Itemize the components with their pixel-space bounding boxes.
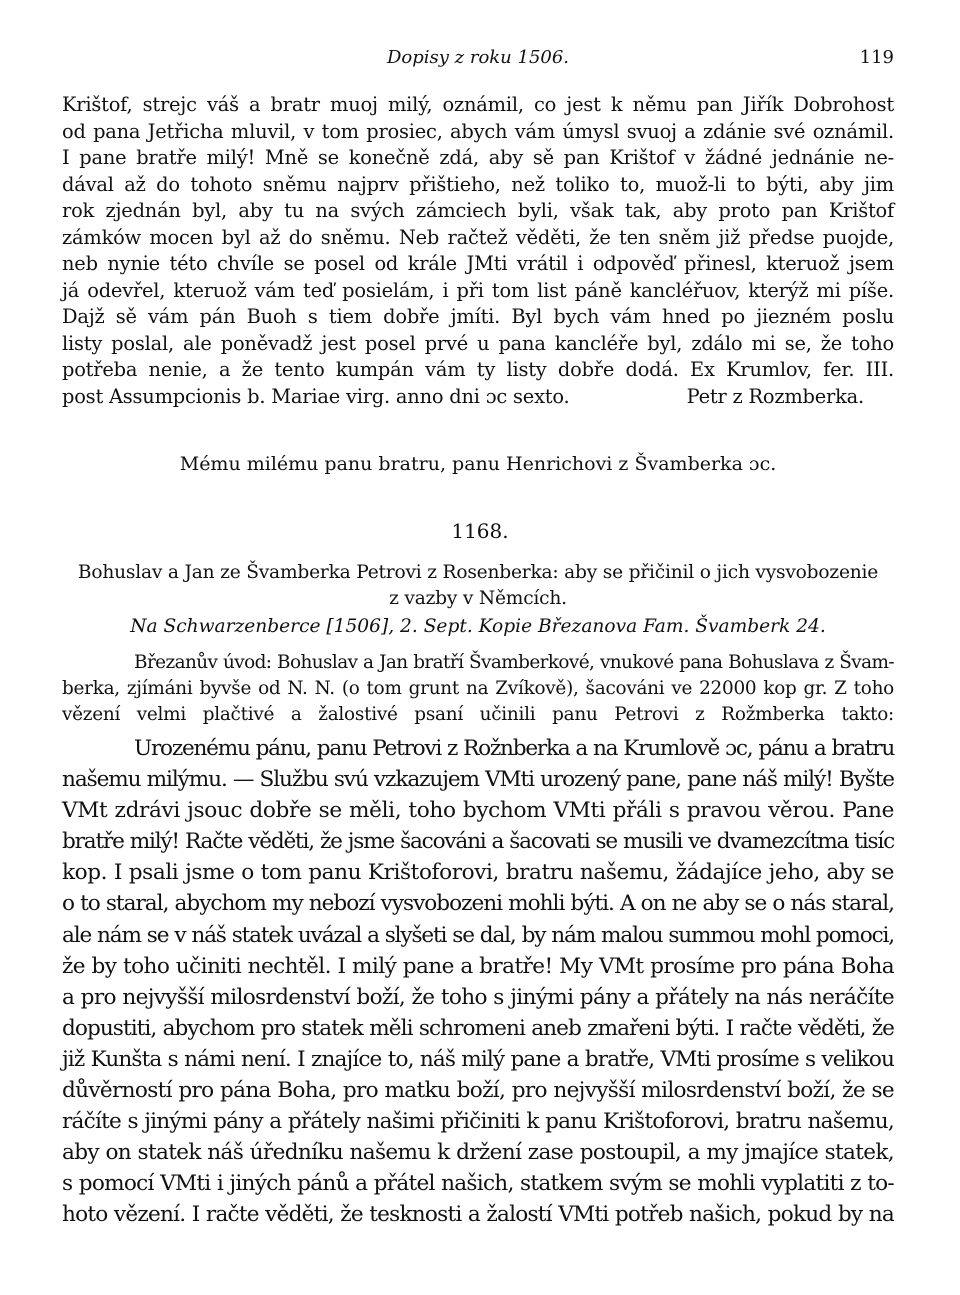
running-head: [62, 44, 894, 72]
letter-2-text: [62, 733, 894, 1231]
text-line: ráčíte s jinými pány a přátely našimi přičiniti k panu Krištoforovi, bratru našemu,: [62, 1109, 894, 1135]
text-line: neb nynie této chvíle se posel od krále JMti vrátil i odpověď přinesl, kteruož jsem: [62, 252, 894, 275]
closing-date: post Assumpcionis b. Mariae virg. anno dni ɔc sexto.: [62, 384, 570, 408]
signature: Petr z Rozmberka.: [686, 384, 864, 408]
text-line: od pana Jetřicha mluvil, v tom prosiec, abych vám úmysl svuoj a zdánie své oznámil.: [62, 119, 894, 143]
text-line: ale nám se v náš statek uvázal a slyšeti se dal, by nám malou summou mohl pomoci,: [62, 922, 894, 948]
text-line: vězení velmi plačtivé a žalostivé psaní učinili panu Petrovi z Rožmberka takto:: [62, 704, 894, 725]
heading-line: Bohuslav a Jan ze Švamberka Petrovi z Rosenberka: aby se přičinil o jich vysvobozenie: [77, 562, 879, 583]
text-line: a pro nejvyšší milosrdenství boží, že toho s jinými pány a přátely na nás neráčíte: [62, 984, 894, 1010]
editor-introduction: [62, 650, 894, 728]
text-line: hoto vězení. I račte věděti, že tesknosti a žalostí VMti potřeb našich, pokud by na: [62, 1202, 894, 1228]
text-line: s pomocí VMti i jiných pánů a přátel našich, statkem svým se mohli vyplatiti z to-: [62, 1171, 894, 1197]
text-line: Urozenému pánu, panu Petrovi z Rožnberka a na Krumlově ɔc, pánu a bratru: [134, 736, 894, 761]
text-line: dopustiti, abychom pro statek měli schromeni aneb zmařeni býti. I račte věděti, že: [62, 1015, 894, 1041]
text-line: berka, zjímáni byvše od N. N. (o tom grunt na Zvíkově), šacováni ve 22000 kop gr. Z toho: [62, 678, 894, 699]
text-line: bratře milý! Račte věděti, že jsme šacováni a šacovati se musili ve dvamezcítma tisíc: [62, 829, 894, 855]
text-line: zámków mocen byl až do sněmu. Neb račtež věděti, že ten sněm již předse puojde,: [62, 225, 894, 249]
letter-address: Mému milému panu bratru, panu Henrichovi z Švamberka ɔc.: [179, 453, 777, 475]
running-title: Dopisy z roku 1506.: [386, 47, 570, 68]
text-line: Krištof, strejc váš a bratr muoj milý, oznámil, co jest k němu pan Jiřík Dobrohost: [62, 93, 894, 116]
text-line: listy poslal, ale poněvadž jest posel prvé u pana kancléře byl, zdálo mi se, že toho: [62, 331, 894, 355]
text-line: o to staral, abychom my nebozí vysvobozeni mohli býti. A on ne aby se o nás staral,: [62, 891, 894, 917]
text-line: kop. I psali jsme o tom panu Krištoforovi, bratru našemu, žádajíce jeho, aby se: [62, 860, 894, 886]
text-line: já odevřel, kteruož vám teď posielám, i při tom list páně kancléřuov, kterýž mi píše.: [62, 278, 894, 302]
text-line: dával až do tohoto sněmu najprv přištieho, než toliko to, muož-li to býti, aby jim: [62, 172, 894, 196]
document-heading: [62, 560, 894, 612]
text-line: našemu milýmu. — Službu svú vzkazujem VMti urozený pane, pane náš milý! Byšte: [62, 767, 894, 793]
heading-line: z vazby v Němcích.: [389, 588, 567, 609]
text-line: potřeba nenie, a že tento kumpán vám ty listy dobře dodá. Ex Krumlov, fer. III.: [62, 358, 894, 381]
document-number: 1168.: [451, 519, 509, 543]
letter-1-text: [62, 92, 894, 410]
text-line: Dajž sě vám pán Buoh s tiem dobře jmíti. Byl bych vám hned po jiezném poslu: [62, 305, 894, 328]
text-line: Březanův úvod: Bohuslav a Jan bratří Švamberkové, vnukové pana Bohuslava z Švam-: [134, 652, 894, 673]
text-line: důvěrností pro pána Boha, pro matku boží, pro nejvyšší milosrdenství boží, že se: [62, 1078, 894, 1104]
text-line: VMt zdrávi jsouc dobře se měli, toho bychom VMti přáli s pravou věrou. Pane: [62, 798, 894, 824]
text-line: aby on statek náš úředníku našemu k držení zase postoupil, a my jmajíce statek,: [62, 1140, 894, 1166]
closing-line: [62, 384, 894, 411]
page-number: 119: [859, 47, 894, 68]
date-and-source: Na Schwarzenberce [1506], 2. Sept. Kopie Březanova Fam. Švamberk 24.: [130, 616, 826, 637]
text-line: již Kunšta s námi není. I znajíce to, náš milý pane a bratře, VMti prosíme s velikou: [62, 1046, 894, 1072]
text-line: I pane bratře milý! Mně se konečně zdá, aby sě pan Krištof v žádné jednánie ne-: [62, 146, 894, 169]
text-line: rok zjednán byl, aby tu na svých zámciech byli, však tak, aby proto pan Krištof: [62, 199, 894, 222]
text-line: že by toho učiniti nechtěl. I milý pane a bratře! My VMt prosíme pro pána Boha: [62, 953, 894, 979]
